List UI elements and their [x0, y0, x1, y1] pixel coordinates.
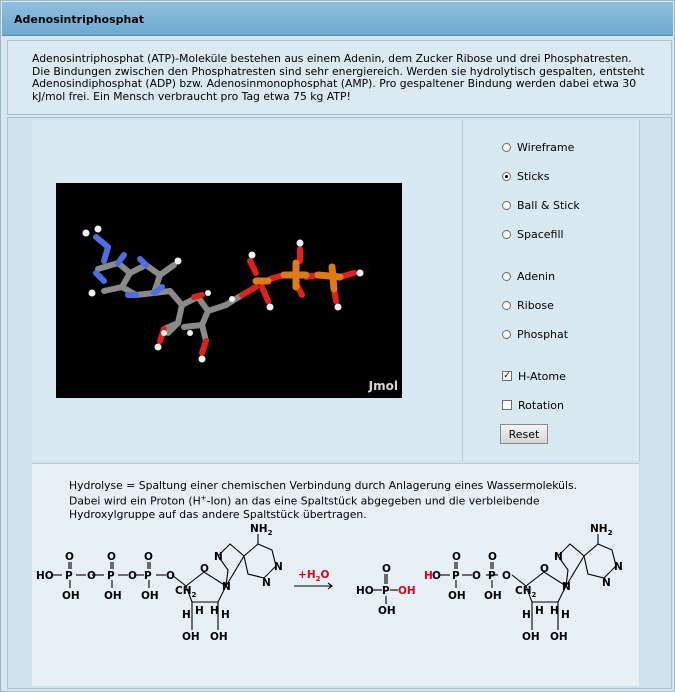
pi-p-label: P [382, 585, 390, 597]
radio-phosphat-indicator[interactable] [502, 330, 511, 339]
hydrolysis-line-1: Hydrolyse = Spaltung einer chemischen Verbindung durch Anlagerung eines Wassermoleküls. [69, 479, 578, 492]
checkbox-rotation-label: Rotation [518, 398, 565, 412]
svg-text:CH2 [515, 585, 537, 599]
atp-bridge-o2: O [128, 570, 137, 582]
adp-oh2-label: OH [484, 590, 502, 602]
atp-nh2-sub: 2 [267, 529, 273, 537]
adp-n3: N [614, 561, 623, 573]
pi-o-label: O [382, 563, 391, 575]
atp-ring-o: O [200, 563, 209, 575]
hydrolysis-line-2-pre: Dabei wird ein Proton (H [69, 494, 201, 508]
page-title: Adenosintriphosphat [14, 13, 145, 26]
radio-phosphat[interactable] [502, 327, 568, 341]
adp-o2-label: O [488, 551, 497, 563]
radio-spacefill-indicator[interactable] [502, 230, 511, 239]
adp-nh2-sub: 2 [607, 529, 613, 537]
atp-n4: N [262, 577, 271, 589]
atp-h4: H [210, 605, 219, 617]
radio-ball-stick[interactable] [502, 198, 580, 212]
radio-sticks-indicator[interactable] [502, 172, 511, 181]
svg-text:NH2 [250, 523, 273, 537]
pi-oh-label: OH [378, 605, 396, 617]
atp-oh2-label: OH [104, 590, 122, 602]
adp-nh2: NH [590, 523, 608, 535]
hydrolysis-line-2-post: -Ion) an das eine Spaltstück abgegeben und die verbleibende [206, 494, 540, 508]
radio-ball-stick-indicator[interactable] [502, 201, 511, 210]
radio-wireframe-label: Wireframe [517, 140, 575, 154]
atp-n3: N [274, 561, 283, 573]
atp-ho-label: HO [36, 570, 54, 582]
adp-ch2-label: CH [515, 585, 532, 597]
checkbox-rotation-box[interactable] [502, 400, 512, 410]
proton-superscript: + [200, 494, 207, 502]
title-bar [2, 2, 673, 36]
radio-ribose-indicator[interactable] [502, 301, 511, 310]
atp-ch2-sub: 2 [191, 591, 197, 599]
adp-bridge-o2: O [502, 570, 511, 582]
pi-ho-label: HO [356, 585, 374, 597]
adp-n4: N [602, 577, 611, 589]
radio-wireframe[interactable] [502, 140, 574, 154]
jmol-label: Jmol [368, 379, 398, 393]
hydrolysis-text [69, 479, 609, 521]
hydrolysis-scheme [32, 523, 639, 684]
radio-ball-stick-label: Ball & Stick [517, 198, 580, 212]
checkbox-h-atome-label: H-Atome [518, 369, 566, 383]
radio-sticks[interactable] [502, 169, 550, 183]
jmol-viewer[interactable] [56, 183, 402, 398]
radio-phosphat-label: Phosphat [517, 327, 569, 341]
atp-oh3-label: OH [141, 590, 159, 602]
adp-o-start: O [432, 570, 441, 582]
adp-h3: H [535, 605, 544, 617]
adp-ring-o: O [540, 563, 549, 575]
adp-ch2-sub: 2 [531, 591, 537, 599]
atp-bridge-o1: O [87, 570, 96, 582]
adp-o1-label: O [452, 551, 461, 563]
radio-ribose[interactable] [502, 298, 554, 312]
hydrolysis-panel [32, 463, 639, 686]
radio-sticks-label: Sticks [517, 169, 550, 183]
svg-text:NH2 [590, 523, 613, 537]
adp-oh1-label: OH [448, 590, 466, 602]
radio-ribose-label: Ribose [517, 298, 554, 312]
svg-text:+H2O [298, 569, 329, 583]
atp-o1-label: O [65, 551, 74, 563]
atp-ch2-label: CH [175, 585, 192, 597]
intro-text: Adenosintriphosphat (ATP)-Moleküle bestehen aus einem Adenin, dem Zucker Ribose und drei Phosphatresten. Die Bindungen zwischen den Phosphatresten sind sehr energiereich. Werden sie hydrolytisch gespalten, entsteht Adenosindiphosphat (ADP) bzw. Adenosinmonophosphat (AMP). Pro gespaltener Bindung werden dabei etwa 30 kJ/mol frei. Ein Mensch verbraucht pro Tag etwa 75 kg ATP! [32, 52, 645, 103]
adp-bridge-o1: O [472, 570, 481, 582]
reagent-h: H [306, 569, 316, 581]
adp-h1: H [522, 609, 531, 621]
radio-adenin-indicator[interactable] [502, 272, 511, 281]
reset-button[interactable]: Reset [500, 424, 548, 444]
panel-divider [462, 120, 463, 461]
adp-oh3: OH [522, 631, 540, 643]
reagent-o: O [320, 569, 330, 581]
reagent-sub: 2 [315, 575, 321, 583]
checkbox-h-atome-box[interactable]: ✓ [503, 371, 511, 381]
atp-p3-label: P [144, 570, 152, 582]
checkbox-h-atome[interactable] [502, 369, 566, 383]
adp-h-red: H [424, 570, 433, 582]
atp-molecule-render [56, 183, 402, 398]
reagent-plus: + [298, 569, 307, 581]
radio-adenin[interactable] [502, 269, 555, 283]
radio-spacefill[interactable] [502, 227, 564, 241]
hydrolysis-line-2 [69, 492, 609, 508]
radio-spacefill-label: Spacefill [517, 227, 564, 241]
adp-n1: N [562, 581, 571, 593]
atp-oh5: OH [210, 631, 228, 643]
atp-nh2: NH [250, 523, 268, 535]
atp-h1: H [182, 609, 191, 621]
adp-n2: N [554, 551, 563, 563]
atp-oh4: OH [182, 631, 200, 643]
atp-h3: H [195, 605, 204, 617]
main-panel [7, 117, 672, 689]
adp-p1-label: P [452, 570, 460, 582]
atp-n1: N [222, 581, 231, 593]
radio-adenin-label: Adenin [517, 269, 556, 283]
viewer-panel [32, 120, 640, 461]
adp-p2-label: P [488, 570, 496, 582]
hydrolysis-line-3: Hydroxylgruppe auf das andere Spaltstück übertragen. [69, 507, 367, 521]
svg-text:CH2 [175, 585, 197, 599]
atp-o2-label: O [107, 551, 116, 563]
atp-p1-label: P [65, 570, 73, 582]
checkbox-rotation[interactable] [502, 398, 564, 412]
adp-oh4: OH [550, 631, 568, 643]
atp-n2: N [214, 551, 223, 563]
atp-h2: H [221, 609, 230, 621]
radio-wireframe-indicator[interactable] [502, 143, 511, 152]
intro-box [7, 40, 672, 115]
display-controls [472, 120, 632, 461]
adp-h2: H [561, 609, 570, 621]
atp-o3-label: O [144, 551, 153, 563]
adp-h4: H [550, 605, 559, 617]
pi-oh-red: OH [398, 585, 416, 597]
atp-oh1-label: OH [62, 590, 80, 602]
atp-p2-label: P [107, 570, 115, 582]
atp-bridge-o3: O [166, 570, 175, 582]
